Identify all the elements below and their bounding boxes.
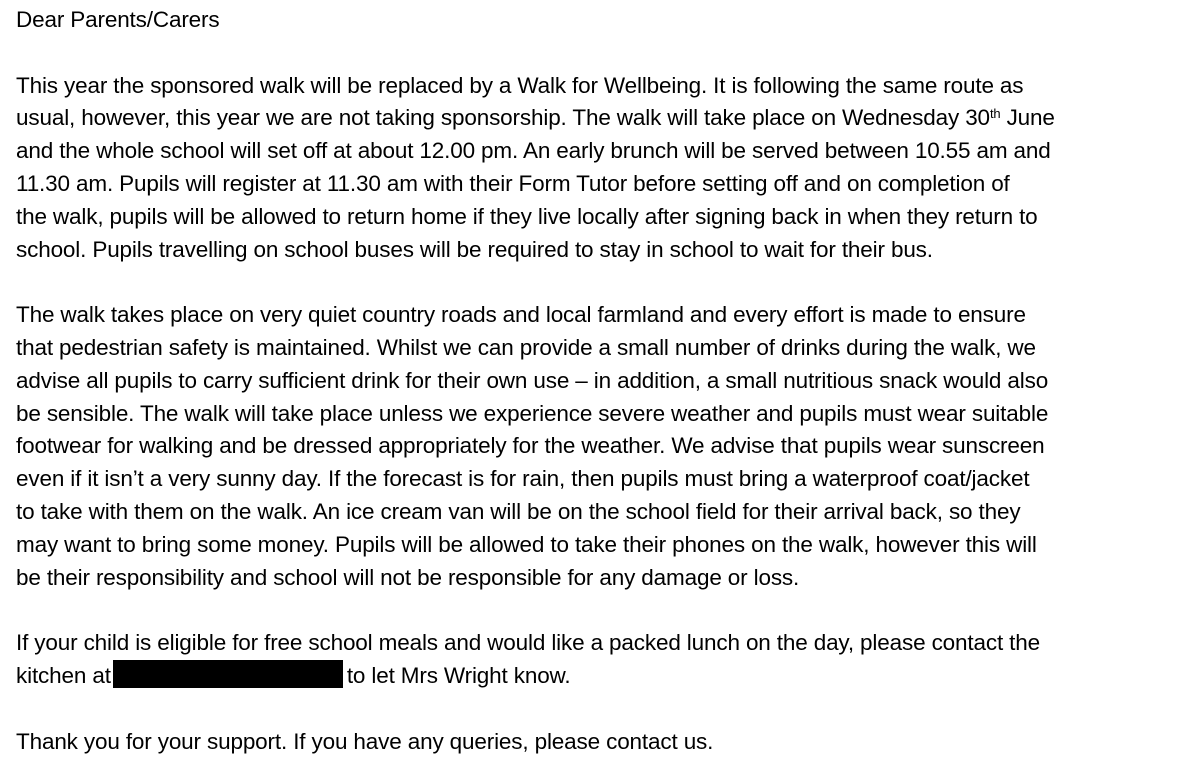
text-span: usual, however, this year we are not taking sponsorship. The walk will take place on Wednesday 30: [16, 105, 990, 131]
text-span: kitchen at: [16, 662, 111, 688]
letter: [16, 4, 1192, 758]
text-line: may want to bring some money. Pupils will be allowed to take their phones on the walk, however this will: [16, 531, 1037, 557]
text-line: to take with them on the walk. An ice cream van will be on the school field for their arrival back, so they: [16, 498, 1021, 524]
closing-line: Thank you for your support. If you have any queries, please contact us.: [16, 728, 714, 754]
paragraph-gap: [16, 594, 1192, 627]
salutation: Dear Parents/Carers: [16, 7, 220, 32]
paragraph-gap: [16, 693, 1192, 726]
text-line: advise all pupils to carry sufficient drink for their own use – in addition, a small nutritious snack would also: [16, 367, 1049, 393]
text-line: be sensible. The walk will take place unless we experience severe weather and pupils must wear suitable: [16, 400, 1049, 426]
text-line: and the whole school will set off at about 12.00 pm. An early brunch will be served between 10.55 am and: [16, 138, 1051, 164]
text-line: the walk, pupils will be allowed to return home if they live locally after signing back in when they return to: [16, 203, 1038, 229]
text-line: 11.30 am. Pupils will register at 11.30 am with their Form Tutor before setting off and on completion of: [16, 170, 1010, 196]
paragraph-safety: [16, 299, 1192, 594]
paragraph-packed-lunch: [16, 627, 1192, 693]
text-line: footwear for walking and be dressed appropriately for the weather. We advise that pupils wear sunscreen: [16, 433, 1045, 459]
redaction-block: [113, 660, 343, 688]
text-line: This year the sponsored walk will be replaced by a Walk for Wellbeing. It is following the same route as: [16, 72, 1024, 98]
text-line: If your child is eligible for free school meals and would like a packed lunch on the day, please contact the: [16, 630, 1040, 656]
text-line: that pedestrian safety is maintained. Whilst we can provide a small number of drinks during the walk, we: [16, 334, 1036, 360]
text-line: The walk takes place on very quiet country roads and local farmland and every effort is made to ensure: [16, 302, 1026, 328]
text-line: [16, 660, 1192, 693]
text-line: [16, 102, 1192, 135]
text-span: June: [1000, 105, 1055, 131]
text-line: school. Pupils travelling on school buses will be required to stay in school to wait for their bus.: [16, 236, 933, 262]
text-line: even if it isn’t a very sunny day. If the forecast is for rain, then pupils must bring a waterproof coat/jacket: [16, 466, 1030, 492]
paragraph-gap: [16, 266, 1192, 299]
text-line: be their responsibility and school will not be responsible for any damage or loss.: [16, 564, 800, 590]
ordinal-suffix: th: [989, 106, 1001, 122]
text-span: to let Mrs Wright know.: [346, 662, 571, 688]
paragraph-gap: [16, 37, 1192, 70]
paragraph-walk-details: [16, 70, 1192, 267]
